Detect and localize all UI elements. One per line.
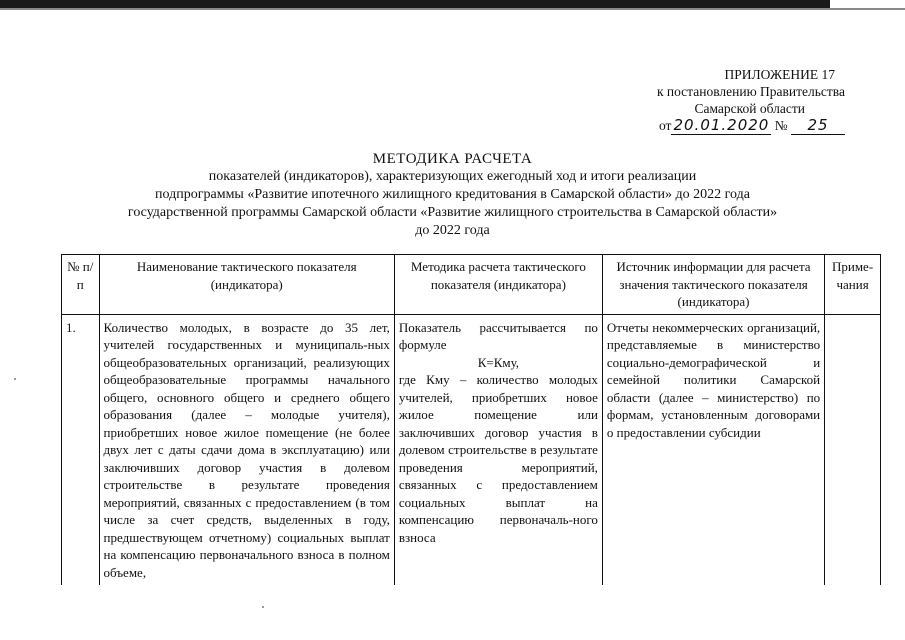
table-header-row [62,255,881,315]
scan-top-border [0,0,830,8]
method-formula: К=Кму, [477,354,520,370]
handwritten-date: 20.01.2020 [673,116,770,134]
cell-num: 1. [62,314,100,585]
header-method: Методика расчета тактического показателя (индикатора) [394,255,602,315]
appendix-date-line [657,117,845,135]
cell-note [825,314,881,585]
header-note: Приме-чания [825,255,881,315]
scan-top-shadow [0,8,905,10]
heading-line-4: до 2022 года [415,223,490,238]
cell-name: Количество молодых, в возрасте до 35 лет, учителей государственных и муниципаль-ных общеобразовательных организаций, реализующих общеобразовательные программы начального общего, основного общего и среднего общего образования (далее – молодые учителя), приобретших новое жилое помещение (не более двух лет с даты сдачи дома в эксплуатацию) или заключивших договор участия в долевом строительстве в результате проведения мероприятий, связанных с предоставлением (в том числе за счет средств, выделенных в году, предшествующем отчетному) социальных выплат на компенсацию первоначального взноса в полном объеме, [99,314,394,585]
cell-source: Отчеты некоммерческих организаций, представляемые в министерство социально-демографической и семейной политики Самарской области (далее – министерство) по формам, установленным договорами о предоставлении субсидии [602,314,824,585]
appendix-block [657,66,845,135]
appendix-title: ПРИЛОЖЕНИЕ 17 [724,67,835,82]
heading-title: МЕТОДИКА РАСЧЕТА [372,151,533,167]
appendix-region-line: Самарской области [694,101,805,116]
document-heading [0,150,905,240]
appendix-resolution-line: к постановлению Правительства [656,84,845,99]
heading-line-2: подпрограммы «Развитие ипотечного жилищного кредитования в Самарской области» до 2022 года [155,187,750,202]
method-rest: где Кму – количество молодых учителей, приобретших новое жилое помещение или заключивших договор участия в долевом строительстве в результате проведения мероприятий, связанных с предоставлением социальных выплат на компенсацию первоначаль-ного взноса [398,372,598,545]
scan-speck [262,606,264,608]
heading-line-1: показателей (индикаторов), характеризующих ежегодный ход и итоги реализации [208,169,697,184]
scan-speck [14,378,16,380]
number-prefix: № [774,118,788,133]
method-intro: Показатель рассчитывается по формуле [398,319,598,352]
handwritten-number: 25 [791,117,845,135]
cell-method [394,314,602,585]
header-num: № п/п [62,255,100,315]
indicators-table [61,254,881,585]
table-row [62,314,881,585]
date-prefix: от [658,118,672,133]
heading-line-3: государственной программы Самарской области «Развитие жилищного строительства в Самарской области» [127,205,778,220]
header-name: Наименование тактического показателя (индикатора) [99,255,394,315]
header-source: Источник информации для расчета значения тактического показателя (индикатора) [602,255,824,315]
